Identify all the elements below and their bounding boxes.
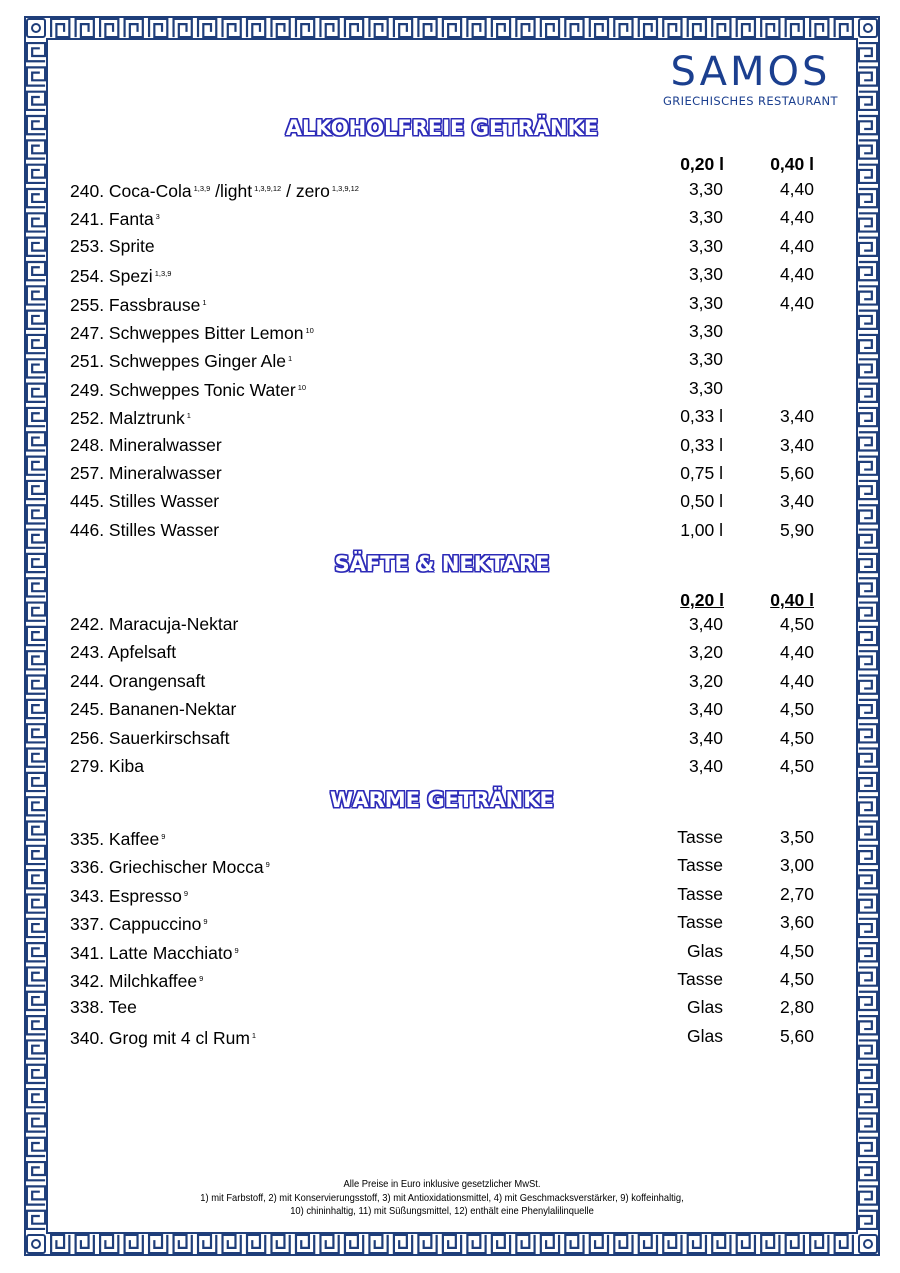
menu-item-row [70,175,830,203]
item-name: 337. Cappuccino [70,914,202,935]
item-size-or-price: 3,30 [688,377,723,398]
item-size-or-price: 3,30 [688,264,723,285]
menu-item-row [70,965,830,993]
item-size-or-price: 3,20 [688,670,723,691]
item-name-group [70,374,306,404]
item-size-or-price: 3,40 [688,699,723,720]
item-name: 343. Espresso [70,885,182,906]
item-name: 279. Kiba [70,755,144,776]
item-name-group [70,610,238,638]
item-price: 2,70 [779,883,814,904]
menu-item-row [70,317,830,345]
item-price: 4,50 [779,727,814,748]
item-name: 255. Fassbrause [70,294,201,315]
item-name: 245. Bananen-Nektar [70,699,237,720]
menu-item-row [70,289,830,317]
item-name: 256. Sauerkirschsaft [70,727,230,748]
menu-item-row [70,232,830,260]
item-name: 257. Mineralwasser [70,462,222,483]
menu-item-row [70,823,830,851]
item-size-or-price: 3,30 [688,292,723,313]
item-name-group [70,459,222,487]
item-name: 254. Spezi [70,266,153,287]
item-price: 4,40 [779,235,814,256]
item-variant: /light [210,181,253,201]
item-name: 240. Coca-Cola [70,181,192,201]
item-name-group [70,851,270,881]
additive-footnote: 9 [199,973,204,983]
column-header-large: 0,40 l [770,590,814,610]
column-header-small: 0,20 l [680,154,724,174]
logo-name: SAMOS [670,49,831,95]
additive-footnote: 1 [287,354,293,364]
item-price: 3,60 [779,912,814,933]
menu-item-row [70,667,830,695]
item-size-or-price: Tasse [677,968,723,989]
item-size-or-price: 3,30 [688,320,723,341]
item-price: 4,50 [779,755,814,776]
item-name-group [70,667,205,695]
menu-item-row [70,203,830,231]
item-size-or-price: 0,75 l [680,462,723,483]
item-name: 342. Milchkaffee [70,970,198,991]
footer-notes [83,1178,801,1219]
item-price: 3,00 [779,855,814,876]
menu-item-row [70,487,830,515]
item-name: 243. Apfelsaft [70,642,177,663]
item-size-or-price: 0,33 l [680,406,723,427]
section-title-alkoholfrei: ALKOHOLFREIE GETRÄNKE [285,116,599,140]
menu-item-row [70,908,830,936]
menu-item-row [70,638,830,666]
menu-item-row [70,345,830,373]
additive-footnote: 1,3,9,12 [331,184,359,193]
item-name: 242. Maracuja-Nektar [70,614,239,634]
additive-footnote: 9 [161,832,166,841]
item-name: 338. Tee [70,997,137,1018]
item-price: 2,80 [779,997,814,1018]
item-name: 251. Schweppes Ginger Ale [70,351,286,372]
item-name: 341. Latte Macchiato [70,942,233,963]
item-size-or-price: Tasse [677,912,723,933]
additive-footnote: 9 [203,917,208,927]
item-name-group [70,345,292,375]
item-name: 241. Fanta [70,209,154,230]
menu-item-row [70,880,830,908]
footer-additives-2: 10) chininhaltig, 11) mit Süßungsmittel, 12) enthält eine Phenylalilinquelle [290,1206,594,1217]
menu-item-row [70,937,830,965]
item-name-group [70,203,160,233]
item-name: 336. Griechischer Mocca [70,857,264,878]
column-header-large: 0,40 l [770,154,814,174]
additive-footnote: 1 [186,411,191,421]
item-price: 4,40 [779,292,814,313]
item-size-or-price: 3,40 [688,614,723,634]
item-price: 3,40 [779,434,814,455]
menu-item-row [70,724,830,752]
item-price: 4,50 [779,940,814,961]
item-name: 247. Schweppes Bitter Lemon [70,322,304,343]
item-size-or-price: 3,30 [688,349,723,370]
item-size-or-price: Glas [687,1025,723,1046]
item-name-group [70,752,144,780]
section-title-saefte: SÄFTE & NEKTARE [334,552,550,576]
item-size-or-price: Glas [687,997,723,1018]
item-size-or-price: 3,20 [688,642,723,663]
item-name-group [70,516,219,544]
item-size-or-price: 3,30 [688,179,723,199]
additive-footnote: 1,3,9 [193,184,211,193]
item-price: 5,60 [779,1025,814,1046]
item-size-or-price: 3,40 [688,755,723,776]
menu-item-row [70,260,830,288]
footer-price-note: Alle Preise in Euro inklusive gesetzlicher MwSt. [343,1179,541,1190]
item-name: 244. Orangensaft [70,670,206,691]
item-price: 4,40 [779,670,814,691]
menu-item-row [70,516,830,544]
menu-item-row [70,402,830,430]
item-name-group [70,993,137,1021]
menu-item-row [70,993,830,1021]
item-price: 3,40 [779,491,814,512]
item-size-or-price: 3,30 [688,235,723,256]
item-name-group [70,402,191,432]
item-price: 4,40 [779,207,814,228]
item-size-or-price: 3,30 [688,207,723,228]
item-size-or-price: Glas [687,940,723,961]
item-price: 4,50 [779,699,814,720]
additive-footnote: 9 [183,888,189,898]
menu-item-row [70,610,830,638]
item-name-group [70,724,230,752]
item-price: 4,40 [779,642,814,663]
item-size-or-price: 1,00 l [680,519,723,540]
additive-footnote: 1,3,9 [154,269,172,279]
list-warm [70,823,830,1050]
footer-additives-1: 1) mit Farbstoff, 2) mit Konservierungsstoff, 3) mit Antioxidationsmittel, 4) mit Geschmacksverstärker, 9) koffeinhaltig, [200,1192,684,1204]
item-name-group [70,317,314,347]
item-name-group [70,1022,256,1052]
item-variant: / zero [281,181,330,201]
item-size-or-price: Tasse [677,855,723,876]
item-price: 4,40 [779,179,814,199]
restaurant-logo [663,50,838,108]
item-name: 445. Stilles Wasser [70,491,220,512]
item-size-or-price: 3,40 [688,727,723,748]
additive-footnote: 3 [155,212,160,222]
item-name-group [70,880,188,910]
menu-item-row [70,431,830,459]
item-name: 340. Grog mit 4 cl Rum [70,1027,250,1048]
menu-item-row [70,752,830,780]
item-name-group [70,487,219,515]
item-name-group [70,965,203,995]
item-name-group [70,175,359,205]
item-name: 335. Kaffee [70,829,160,849]
additive-footnote: 9 [234,945,239,955]
menu-item-row [70,374,830,402]
menu-item-row [70,459,830,487]
additive-footnote: 1 [251,1030,257,1040]
item-name-group [70,823,165,853]
item-name-group [70,260,171,290]
column-header-small: 0,20 l [680,590,724,610]
additive-footnote: 9 [265,860,270,870]
item-price: 3,50 [779,827,814,847]
section-title-warm: WARME GETRÄNKE [330,788,554,812]
list-alkoholfrei [70,175,830,544]
item-name-group [70,695,236,723]
menu-item-row [70,1022,830,1050]
item-name: 253. Sprite [70,235,155,256]
item-size-or-price: Tasse [677,827,723,847]
item-size-or-price: 0,33 l [680,434,723,455]
item-name: 249. Schweppes Tonic Water [70,379,296,400]
item-price: 4,50 [779,614,814,634]
additive-footnote: 1 [202,297,207,307]
item-price: 3,40 [779,406,814,427]
menu-item-row [70,851,830,879]
item-name-group [70,289,207,319]
item-price: 4,40 [779,264,814,285]
menu-item-row [70,695,830,723]
item-name-group [70,431,222,459]
item-name-group [70,232,155,260]
item-name-group [70,937,239,967]
item-name: 252. Malztrunk [70,408,185,429]
item-price: 5,60 [779,462,814,483]
item-name-group [70,638,176,666]
item-size-or-price: Tasse [677,883,723,904]
additive-footnote: 1,3,9,12 [254,184,282,193]
item-name-group [70,908,208,938]
list-saefte [70,610,830,780]
menu-content [52,44,848,1228]
logo-subtitle: GRIECHISCHES RESTAURANT [662,94,838,108]
item-price: 5,90 [779,519,814,540]
item-name: 248. Mineralwasser [70,434,222,455]
additive-footnote: 10 [305,325,314,335]
item-price: 4,50 [779,968,814,989]
additive-footnote: 10 [297,382,307,392]
item-name: 446. Stilles Wasser [70,519,220,540]
item-size-or-price: 0,50 l [680,491,723,512]
